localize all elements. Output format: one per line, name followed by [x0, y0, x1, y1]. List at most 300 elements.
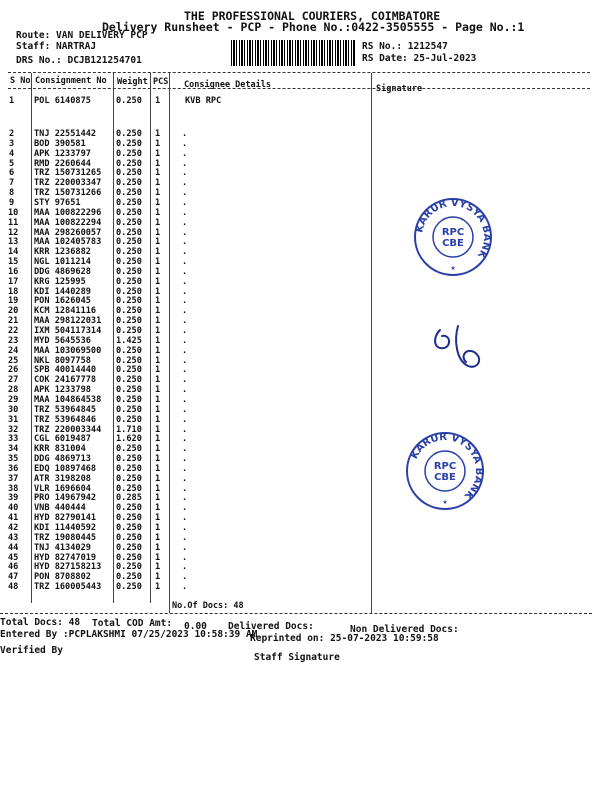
- row-sno: 28: [8, 385, 19, 396]
- route-text: Route: VAN DELIVERY PCP: [16, 30, 148, 41]
- row-sno: 2: [9, 129, 15, 139]
- table-row: [0, 199, 370, 208]
- row-pcs: 1: [155, 394, 161, 405]
- row-weight: 1.425: [116, 335, 142, 346]
- stamp-center-text: RPC: [433, 461, 457, 472]
- reprinted-on: Reprinted on: 25-07-2023 10:59:58: [250, 633, 439, 644]
- row-consignment-no: TNJ 4134029: [34, 542, 91, 553]
- row-consignment-no: KRG 125995: [34, 276, 86, 287]
- table-row: [0, 416, 370, 425]
- col-divider: [371, 73, 372, 613]
- delivered-docs: Delivered Docs:: [228, 621, 314, 632]
- row-sno: 26: [8, 365, 19, 376]
- row-weight: 0.250: [116, 473, 142, 484]
- row-pcs: 1: [155, 562, 161, 573]
- table-row: [0, 396, 370, 405]
- row-consignment-no: HYD 82747019: [34, 552, 97, 563]
- row-sno: 7: [9, 178, 15, 189]
- row-consignee: .: [182, 227, 188, 238]
- table-row: [0, 258, 370, 267]
- row-consignee: .: [182, 523, 188, 533]
- row-consignee: .: [182, 188, 188, 199]
- row-weight: 0.250: [116, 326, 142, 336]
- row-sno: 15: [8, 257, 19, 268]
- row-weight: 0.250: [116, 316, 142, 327]
- row-sno: 40: [8, 503, 19, 514]
- table-row: [0, 97, 370, 106]
- row-consignment-no: PON 8708802: [34, 572, 91, 583]
- row-consignee: .: [182, 237, 188, 248]
- col-signature: Signature: [376, 84, 423, 94]
- table-row: [0, 229, 370, 238]
- row-consignee: .: [182, 168, 188, 179]
- row-weight: 0.250: [116, 542, 142, 553]
- row-weight: 0.250: [116, 188, 142, 199]
- table-row: [0, 435, 370, 444]
- row-weight: 0.250: [116, 345, 142, 356]
- row-sno: 44: [8, 542, 19, 553]
- star-icon: ★: [450, 263, 456, 272]
- row-consignee: .: [182, 326, 188, 336]
- row-pcs: 1: [155, 532, 161, 543]
- non-delivered-docs: Non Delivered Docs:: [350, 624, 459, 635]
- row-weight: 0.250: [116, 444, 142, 455]
- row-consignment-no: STY 97651: [34, 197, 81, 208]
- row-consignee: .: [182, 207, 188, 218]
- row-consignment-no: APK 1233798: [34, 385, 91, 396]
- row-sno: 39: [8, 493, 19, 504]
- row-pcs: 1: [155, 582, 161, 593]
- bank-stamp: [413, 197, 493, 277]
- row-pcs: 1: [155, 483, 161, 494]
- row-sno: 1: [9, 96, 15, 106]
- row-sno: 3: [9, 138, 15, 149]
- row-sno: 29: [8, 394, 19, 405]
- row-sno: 14: [8, 247, 19, 258]
- table-row: [0, 504, 370, 513]
- row-consignee: .: [182, 483, 188, 494]
- row-weight: 0.250: [116, 503, 142, 514]
- header-bottom-rule: [8, 88, 590, 89]
- row-consignment-no: EDQ 10897468: [34, 463, 97, 474]
- row-sno: 35: [8, 454, 19, 465]
- table-row: [0, 386, 370, 395]
- row-weight: 0.250: [116, 158, 142, 169]
- row-consignee: .: [182, 385, 188, 396]
- row-weight: 0.250: [116, 414, 142, 425]
- row-weight: 0.250: [116, 532, 142, 543]
- barcode-graphic: [231, 40, 356, 66]
- row-pcs: 1: [155, 542, 161, 553]
- row-weight: 1.620: [116, 434, 142, 445]
- row-pcs: 1: [155, 513, 161, 524]
- row-consignment-no: POL 6140875: [34, 96, 91, 106]
- table-row: [0, 219, 370, 228]
- row-weight: 0.250: [116, 296, 142, 307]
- row-consignee: .: [182, 404, 188, 415]
- row-weight: 0.250: [116, 375, 142, 386]
- row-sno: 33: [8, 434, 19, 445]
- row-pcs: 1: [155, 168, 161, 179]
- col-pcs: PCS: [153, 77, 169, 87]
- table-row: [0, 169, 370, 178]
- table-row: [0, 347, 370, 356]
- row-sno: 17: [8, 276, 19, 287]
- col-sno: S No: [10, 76, 31, 86]
- table-row: [0, 327, 370, 336]
- row-sno: 47: [8, 572, 19, 583]
- drs-number: DRS No.: DCJB121254701: [16, 55, 142, 66]
- row-sno: 46: [8, 562, 19, 573]
- row-weight: 0.250: [116, 483, 142, 494]
- row-sno: 6: [9, 168, 15, 179]
- col-weight: Weight: [117, 77, 148, 87]
- row-sno: 27: [8, 375, 19, 386]
- row-consignment-no: DDG 4869628: [34, 266, 91, 277]
- row-consignment-no: PON 1626045: [34, 296, 91, 307]
- row-consignment-no: TRZ 19080445: [34, 532, 97, 543]
- no-of-docs: No.Of Docs: 48: [172, 601, 244, 611]
- row-consignment-no: MAA 104864538: [34, 394, 102, 405]
- row-consignment-no: PRO 14967942: [34, 493, 97, 504]
- row-consignee: .: [182, 138, 188, 149]
- row-consignment-no: DDG 4869713: [34, 454, 91, 465]
- row-consignee: .: [182, 345, 188, 356]
- row-sno: 36: [8, 463, 19, 474]
- row-pcs: 1: [155, 326, 161, 336]
- row-consignment-no: MAA 100822296: [34, 207, 102, 218]
- company-title: THE PROFESSIONAL COURIERS, COIMBATORE: [184, 9, 441, 23]
- row-consignee: .: [182, 247, 188, 258]
- row-pcs: 1: [155, 404, 161, 415]
- row-pcs: 1: [155, 473, 161, 484]
- row-pcs: 1: [155, 247, 161, 258]
- row-consignment-no: TRZ 150731266: [34, 188, 102, 199]
- row-consignee: .: [182, 513, 188, 524]
- row-consignment-no: MAA 103069500: [34, 345, 102, 356]
- row-consignment-no: KRR 831004: [34, 444, 86, 455]
- table-row: [0, 357, 370, 366]
- row-pcs: 1: [155, 434, 161, 445]
- row-consignment-no: KCM 12841116: [34, 306, 97, 317]
- row-sno: 9: [9, 197, 15, 208]
- row-consignee: .: [182, 572, 188, 583]
- row-weight: 0.250: [116, 178, 142, 189]
- row-consignee: .: [182, 197, 188, 208]
- row-pcs: 1: [155, 266, 161, 277]
- row-consignment-no: CGL 6019487: [34, 434, 91, 445]
- row-sno: 31: [8, 414, 19, 425]
- row-consignment-no: MAA 100822294: [34, 217, 102, 228]
- row-weight: 0.250: [116, 306, 142, 317]
- row-pcs: 1: [155, 463, 161, 474]
- row-consignee: .: [182, 178, 188, 189]
- staff-signature-label: Staff Signature: [254, 652, 340, 663]
- row-pcs: 1: [155, 129, 161, 139]
- row-consignee: .: [182, 316, 188, 327]
- row-consignee: .: [182, 276, 188, 287]
- row-consignee: .: [182, 463, 188, 474]
- row-pcs: 1: [155, 158, 161, 169]
- row-consignee: .: [182, 257, 188, 268]
- total-cod-label: Total COD Amt:: [92, 618, 173, 629]
- row-consignee: .: [182, 454, 188, 465]
- row-sno: 12: [8, 227, 19, 238]
- row-consignment-no: VLR 1696604: [34, 483, 91, 494]
- row-pcs: 1: [155, 424, 161, 435]
- row-weight: 0.250: [116, 276, 142, 287]
- row-weight: 0.250: [116, 523, 142, 533]
- row-weight: 0.250: [116, 562, 142, 573]
- table-row: [0, 337, 370, 346]
- row-weight: 0.250: [116, 138, 142, 149]
- row-consignment-no: TRZ 53964846: [34, 414, 97, 425]
- row-sno: 38: [8, 483, 19, 494]
- row-weight: 0.250: [116, 148, 142, 159]
- row-sno: 42: [8, 523, 19, 533]
- row-sno: 18: [8, 286, 19, 297]
- row-weight: 0.285: [116, 493, 142, 504]
- row-consignment-no: TRZ 160005443: [34, 582, 102, 593]
- row-consignee: .: [182, 217, 188, 228]
- total-docs: Total Docs: 48: [0, 617, 81, 628]
- table-row: [0, 475, 370, 484]
- row-pcs: 1: [155, 454, 161, 465]
- row-consignment-no: HYD 82790141: [34, 513, 97, 524]
- table-row: [0, 209, 370, 218]
- table-row: [0, 130, 370, 139]
- row-consignment-no: BOD 390581: [34, 138, 86, 149]
- row-consignment-no: VNB 440444: [34, 503, 86, 514]
- row-pcs: 1: [155, 503, 161, 514]
- row-sno: 45: [8, 552, 19, 563]
- table-row: [0, 238, 370, 247]
- table-row: [0, 583, 370, 592]
- row-sno: 24: [8, 345, 19, 356]
- row-pcs: 1: [155, 414, 161, 425]
- row-consignment-no: NKL 8097758: [34, 355, 91, 366]
- row-pcs: 1: [155, 306, 161, 317]
- row-consignee: .: [182, 375, 188, 386]
- table-row: [0, 514, 370, 523]
- row-sno: 43: [8, 532, 19, 543]
- table-row: [0, 150, 370, 159]
- row-consignee: .: [182, 562, 188, 573]
- col-consignee: Consignee Details: [184, 80, 271, 90]
- row-consignee: .: [182, 582, 188, 593]
- row-consignee: .: [182, 394, 188, 405]
- row-pcs: 1: [155, 365, 161, 376]
- row-pcs: 1: [155, 257, 161, 268]
- row-pcs: 1: [155, 385, 161, 396]
- table-row: [0, 179, 370, 188]
- row-consignment-no: MAA 298122031: [34, 316, 102, 327]
- row-weight: 1.710: [116, 424, 142, 435]
- row-consignee: .: [182, 424, 188, 435]
- table-row: [0, 406, 370, 415]
- row-pcs: 1: [155, 148, 161, 159]
- row-sno: 41: [8, 513, 19, 524]
- table-row: [0, 455, 370, 464]
- row-weight: 0.250: [116, 197, 142, 208]
- row-weight: 0.250: [116, 266, 142, 277]
- table-row: [0, 534, 370, 543]
- row-consignment-no: NGL 1011214: [34, 257, 91, 268]
- table-row: [0, 524, 370, 533]
- stamp-center-text: CBE: [442, 238, 464, 249]
- stamp-center-text: RPC: [441, 227, 465, 238]
- row-pcs: 1: [155, 96, 161, 106]
- row-consignee: .: [182, 286, 188, 297]
- bank-stamp: [405, 431, 485, 511]
- row-consignment-no: MAA 102405783: [34, 237, 102, 248]
- row-sno: 22: [8, 326, 19, 336]
- row-consignee: .: [182, 493, 188, 504]
- table-row: [0, 485, 370, 494]
- row-consignee: .: [182, 355, 188, 366]
- row-pcs: 1: [155, 316, 161, 327]
- row-pcs: 1: [155, 178, 161, 189]
- row-sno: 20: [8, 306, 19, 317]
- row-consignee: .: [182, 434, 188, 445]
- row-consignment-no: MAA 298260057: [34, 227, 102, 238]
- row-consignment-no: KDI 1440289: [34, 286, 91, 297]
- row-weight: 0.250: [116, 394, 142, 405]
- row-pcs: 1: [155, 217, 161, 228]
- row-consignee: .: [182, 306, 188, 317]
- table-row: [0, 366, 370, 375]
- table-row: [0, 307, 370, 316]
- row-sno: 10: [8, 207, 19, 218]
- table-row: [0, 288, 370, 297]
- row-consignee: .: [182, 148, 188, 159]
- table-row: [0, 140, 370, 149]
- table-row: [0, 445, 370, 454]
- row-pcs: 1: [155, 227, 161, 238]
- row-consignment-no: TRZ 150731265: [34, 168, 102, 179]
- header-top-rule: [8, 72, 590, 73]
- row-weight: 0.250: [116, 454, 142, 465]
- row-consignee: .: [182, 414, 188, 425]
- row-sno: 5: [9, 158, 15, 169]
- row-weight: 0.250: [116, 355, 142, 366]
- row-weight: 0.250: [116, 257, 142, 268]
- row-consignee: .: [182, 266, 188, 277]
- handwritten-signature: [428, 320, 488, 380]
- row-weight: 0.250: [116, 168, 142, 179]
- row-sno: 34: [8, 444, 19, 455]
- row-consignee: .: [182, 473, 188, 484]
- rs-date: RS Date: 25-Jul-2023: [362, 53, 477, 64]
- row-pcs: 1: [155, 444, 161, 455]
- stamp-center-text: CBE: [434, 472, 456, 483]
- row-sno: 4: [9, 148, 15, 159]
- row-weight: 0.250: [116, 217, 142, 228]
- row-weight: 0.250: [116, 463, 142, 474]
- row-pcs: 1: [155, 335, 161, 346]
- row-pcs: 1: [155, 207, 161, 218]
- row-weight: 0.250: [116, 247, 142, 258]
- row-sno: 30: [8, 404, 19, 415]
- row-pcs: 1: [155, 276, 161, 287]
- row-weight: 0.250: [116, 227, 142, 238]
- table-row: [0, 554, 370, 563]
- row-pcs: 1: [155, 296, 161, 307]
- table-row: [0, 248, 370, 257]
- table-row: [0, 278, 370, 287]
- table-row: [0, 494, 370, 503]
- table-row: [0, 573, 370, 582]
- row-pcs: 1: [155, 523, 161, 533]
- rs-number: RS No.: 1212547: [362, 41, 448, 52]
- row-weight: 0.250: [116, 513, 142, 524]
- row-sno: 32: [8, 424, 19, 435]
- row-consignee: .: [182, 365, 188, 376]
- row-pcs: 1: [155, 197, 161, 208]
- runsheet-title: Delivery Runsheet - PCP - Phone No.:0422-3505555 - Page No.:1: [102, 20, 525, 34]
- row-consignment-no: MYD 5645536: [34, 335, 91, 346]
- row-sno: 11: [8, 217, 19, 228]
- row-pcs: 1: [155, 286, 161, 297]
- table-row: [0, 544, 370, 553]
- row-consignee: KVB RPC: [185, 96, 222, 106]
- row-consignee: .: [182, 129, 188, 139]
- col-consignment: Consignment No: [35, 76, 107, 86]
- table-row: [0, 465, 370, 474]
- row-sno: 8: [9, 188, 15, 199]
- row-weight: 0.250: [116, 552, 142, 563]
- row-consignment-no: COK 24167778: [34, 375, 97, 386]
- row-sno: 25: [8, 355, 19, 366]
- entered-by: Entered By :PCPLAKSHMI 07/25/2023 10:58:39 AM: [0, 629, 258, 640]
- row-sno: 48: [8, 582, 19, 593]
- row-sno: 16: [8, 266, 19, 277]
- row-consignment-no: RMD 2260644: [34, 158, 91, 169]
- staff-text: Staff: NARTRAJ: [16, 41, 97, 52]
- table-row: [0, 160, 370, 169]
- table-row: [0, 563, 370, 572]
- row-weight: 0.250: [116, 129, 142, 139]
- row-consignee: .: [182, 158, 188, 169]
- row-pcs: 1: [155, 237, 161, 248]
- row-consignee: .: [182, 532, 188, 543]
- row-weight: 0.250: [116, 404, 142, 415]
- row-consignee: .: [182, 542, 188, 553]
- row-sno: 23: [8, 335, 19, 346]
- row-pcs: 1: [155, 552, 161, 563]
- row-pcs: 1: [155, 138, 161, 149]
- verified-by: Verified By: [0, 645, 63, 656]
- row-consignment-no: TRZ 53964845: [34, 404, 97, 415]
- table-row: [0, 376, 370, 385]
- row-sno: 21: [8, 316, 19, 327]
- row-pcs: 1: [155, 355, 161, 366]
- row-consignee: .: [182, 296, 188, 307]
- star-icon: ★: [442, 497, 448, 506]
- row-sno: 37: [8, 473, 19, 484]
- row-consignment-no: TRZ 220003347: [34, 178, 102, 189]
- row-consignment-no: ATR 3198208: [34, 473, 91, 484]
- row-consignment-no: KDI 11440592: [34, 523, 97, 533]
- stamp-ring-text: KARUR VYSYA BANK: [408, 431, 485, 502]
- row-consignee: .: [182, 503, 188, 514]
- summary-rule: [0, 613, 592, 614]
- row-consignee: .: [182, 335, 188, 346]
- row-consignment-no: TRZ 220003344: [34, 424, 102, 435]
- table-row: [0, 317, 370, 326]
- row-weight: 0.250: [116, 96, 142, 106]
- row-consignment-no: SPB 40014440: [34, 365, 97, 376]
